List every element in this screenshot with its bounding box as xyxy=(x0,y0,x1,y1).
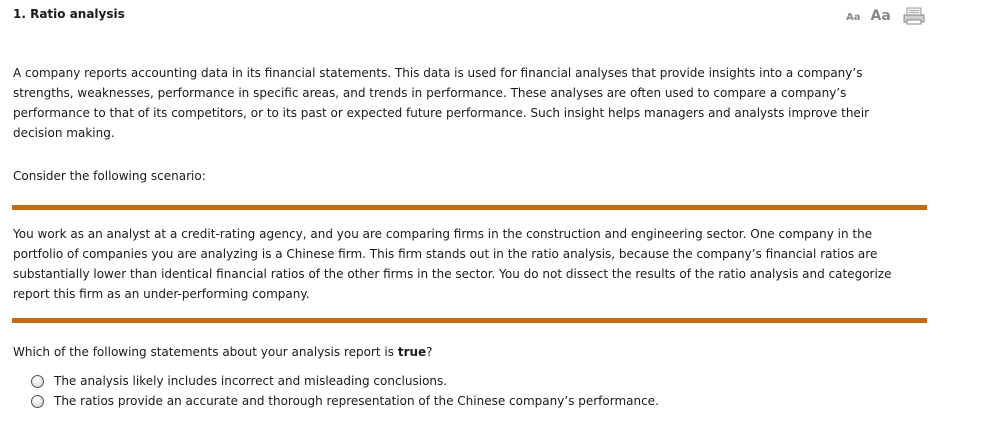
radio-button[interactable] xyxy=(31,375,44,388)
print-icon[interactable] xyxy=(903,7,925,25)
scenario-box xyxy=(12,205,927,323)
question-suffix: ? xyxy=(426,345,433,359)
increase-font-button[interactable]: Aa xyxy=(870,8,891,24)
question-title: 1. Ratio analysis xyxy=(13,7,125,21)
answer-option-2[interactable] xyxy=(31,391,659,411)
question-prompt xyxy=(13,342,433,362)
answer-option-1[interactable] xyxy=(31,371,659,391)
consider-text: Consider the following scenario: xyxy=(13,169,206,183)
radio-button[interactable] xyxy=(31,395,44,408)
intro-paragraph: A company reports accounting data in its financial statements. This data is used for financial analyses that provide insights into a company’s strengths, weaknesses, performance in specific areas, and trends in performance. These analyses are often used to compare a company’s performance to that of its competitors, or to its past or expected future performance. Such insight helps managers and analysts improve their decision making. xyxy=(13,66,870,140)
scenario-text: You work as an analyst at a credit-rating agency, and you are comparing firms in the construction and engineering sector. One company in the portfolio of companies you are analyzing is a Chinese firm. This firm stands out in the ratio analysis, because the company’s financial ratios are substantially lower than identical financial ratios of the other firms in the sector. You do not dissect the results of the ratio analysis and categorize report this firm as an under-performing company. xyxy=(13,227,892,301)
decrease-font-button[interactable]: Aa xyxy=(846,12,861,23)
answer-option-label: The ratios provide an accurate and thorough representation of the Chinese company’s performance. xyxy=(54,394,659,408)
answer-options xyxy=(31,371,659,411)
answer-option-label: The analysis likely includes incorrect and misleading conclusions. xyxy=(54,374,448,388)
question-emphasis: true xyxy=(397,345,427,359)
question-prefix: Which of the following statements about your analysis report is xyxy=(13,345,398,359)
toolbar xyxy=(846,5,925,27)
